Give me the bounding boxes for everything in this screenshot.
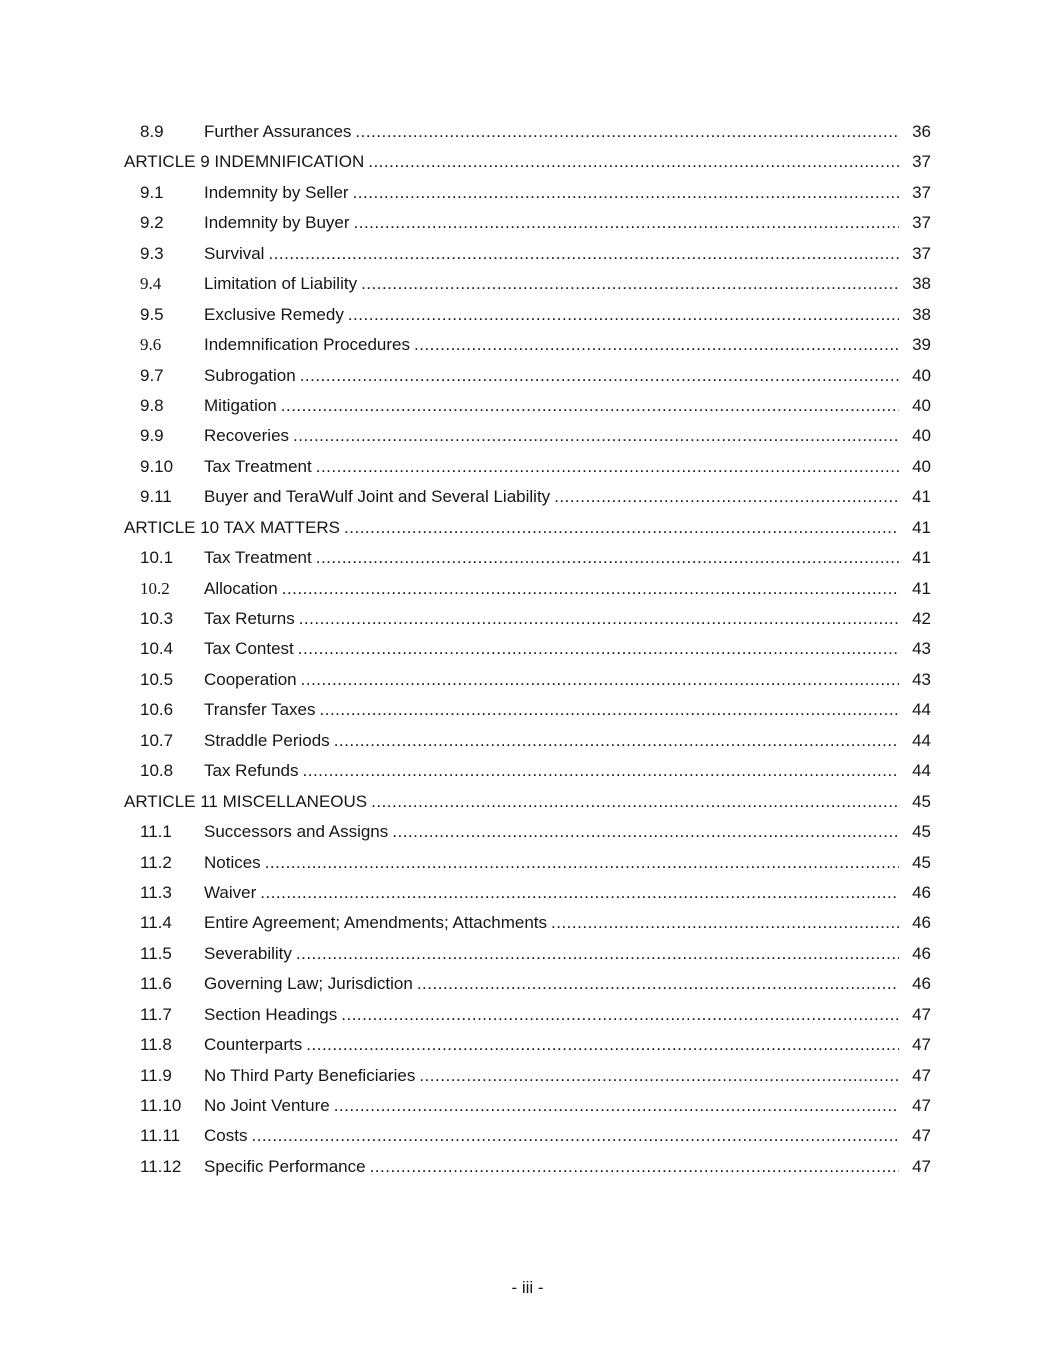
toc-entry-title: Indemnity by Buyer [204,213,350,233]
dot-leader [417,969,899,999]
toc-row [124,239,931,269]
toc-section-number: 9.10 [140,456,174,476]
toc-entry-title: Tax Contest [204,639,294,659]
toc-section-number: 9.4 [140,274,162,294]
toc-row [124,482,931,512]
toc-entry-title: Severability [204,943,292,963]
toc-row [124,543,931,573]
toc-row [124,1152,931,1182]
toc-page-number: 41 [912,487,931,507]
toc-row [124,1121,931,1151]
toc-row [124,117,931,147]
toc-entry-title: Successors and Assigns [204,822,389,842]
toc-row [124,848,931,878]
toc-entry-title: Entire Agreement; Amendments; Attachments [204,913,548,933]
page-footer [0,1278,1055,1298]
toc-row [124,178,931,208]
toc-section-number: 11.11 [140,1126,181,1146]
toc-page-number: 46 [912,974,931,994]
toc-section-number: 11.10 [140,1096,182,1115]
toc-section-number: 11.6 [140,974,172,994]
toc-page-number: 37 [912,182,931,202]
toc-row [124,604,931,634]
toc-entry-title: Specific Performance [204,1156,366,1176]
toc-row [124,452,931,482]
toc-page-number: 43 [912,639,931,659]
toc-row [124,969,931,999]
toc-row [124,878,931,908]
toc-section-number: 10.5 [140,669,174,689]
toc-page-number: 47 [912,1004,931,1024]
toc-row [124,300,931,330]
toc-page-number: 36 [912,122,931,141]
toc-page-number: 46 [912,913,931,933]
toc-section-number: 11.5 [140,943,172,963]
toc-section-number: 11.8 [140,1035,172,1055]
toc-entry-title: Governing Law; Jurisdiction [204,974,413,994]
toc-row [124,330,931,360]
dot-leader [554,482,899,512]
table-of-contents [124,117,931,1182]
dot-leader [354,208,899,238]
toc-row [124,361,931,391]
toc-entry-title: Section Headings [204,1004,338,1024]
toc-page-number: 37 [912,213,931,233]
toc-section-number: 10.2 [140,578,170,598]
toc-row [124,1030,931,1060]
toc-section-number: 9.3 [140,243,164,263]
toc-section-number: 10.8 [140,761,174,781]
toc-page-number: 40 [912,395,931,415]
toc-section-number: 10.3 [140,609,174,628]
toc-section-number: 9.5 [140,304,164,324]
toc-row [124,726,931,756]
dot-leader [316,543,899,573]
toc-row [124,513,931,543]
dot-leader [344,513,899,543]
toc-section-number: 11.2 [140,852,172,872]
toc-page-number: 40 [912,456,931,476]
toc-entry-title: Mitigation [204,395,277,415]
toc-entry-title: Limitation of Liability [204,274,358,294]
dot-leader [334,726,899,756]
toc-page-number: 41 [912,578,931,598]
toc-page-number: 47 [912,1156,931,1176]
toc-section-number: 9.7 [140,365,164,385]
toc-row [124,665,931,695]
toc-entry-title: Counterparts [204,1035,303,1055]
toc-entry-title: Recoveries [204,426,290,446]
page-number-label: - iii - [511,1278,544,1297]
toc-row [124,269,931,299]
toc-entry-title: No Third Party Beneficiaries [204,1065,416,1085]
toc-page-number: 41 [912,517,931,537]
toc-page-number: 41 [912,548,931,568]
toc-page-number: 44 [912,761,931,781]
dot-leader [296,939,899,969]
dot-leader [341,1000,899,1030]
toc-section-number: 8.9 [140,122,164,141]
toc-entry-title: Transfer Taxes [204,700,316,720]
toc-section-number: 10.1 [140,548,174,568]
toc-page-number: 45 [912,791,931,811]
dot-leader [316,452,899,482]
dot-leader [268,239,899,269]
toc-row [124,1091,931,1121]
dot-leader [300,361,899,391]
toc-page-number: 42 [912,609,931,628]
toc-section-number: 11.7 [140,1004,172,1024]
toc-page-number: 40 [912,365,931,385]
toc-entry-title: ARTICLE 10 TAX MATTERS [124,517,341,537]
toc-entry-title: Subrogation [204,365,296,385]
toc-page-number: 40 [912,426,931,446]
dot-leader [551,908,899,938]
toc-entry-title: Survival [204,243,265,263]
toc-row [124,908,931,938]
toc-page-number: 37 [912,152,931,172]
dot-leader [303,756,900,786]
toc-row [124,208,931,238]
dot-leader [293,421,899,451]
dot-leader [355,117,899,147]
toc-section-number: 9.11 [140,487,172,507]
toc-entry-title: Notices [204,852,261,872]
dot-leader [353,178,899,208]
toc-page-number: 45 [912,852,931,872]
toc-section-number: 11.1 [140,822,172,842]
toc-page-number: 43 [912,669,931,689]
dot-leader [260,878,899,908]
toc-row [124,756,931,786]
toc-entry-title: Allocation [204,578,278,598]
dot-leader [392,817,899,847]
toc-row [124,634,931,664]
toc-entry-title: Straddle Periods [204,730,330,750]
toc-page-number: 47 [912,1035,931,1055]
toc-page-number: 45 [912,822,931,842]
dot-leader [370,1152,899,1182]
toc-page-number: 38 [912,274,931,294]
toc-page-number: 39 [912,335,931,355]
toc-section-number: 9.2 [140,213,164,233]
toc-section-number: 10.7 [140,730,174,750]
toc-entry-title: Cooperation [204,669,297,689]
dot-leader [306,1030,899,1060]
toc-page-number: 47 [912,1126,931,1146]
toc-entry-title: Indemnity by Seller [204,182,349,202]
dot-leader [299,604,899,634]
dot-leader [301,665,899,695]
toc-section-number: 11.3 [140,882,172,902]
dot-leader [348,300,899,330]
toc-section-number: 11.9 [140,1065,172,1085]
toc-section-number: 10.6 [140,700,174,720]
dot-leader [265,848,899,878]
toc-entry-title: No Joint Venture [204,1096,330,1115]
toc-row [124,939,931,969]
dot-leader [320,695,900,725]
toc-entry-title: Exclusive Remedy [204,304,344,324]
toc-entry-title: Costs [204,1126,248,1146]
toc-page-number: 47 [912,1065,931,1085]
toc-section-number: 11.12 [140,1156,182,1176]
toc-entry-title: Indemnification Procedures [204,335,411,355]
toc-page-number: 47 [912,1096,931,1115]
toc-entry-title: Tax Treatment [204,456,312,476]
toc-row [124,1061,931,1091]
toc-page-number: 44 [912,730,931,750]
toc-row [124,817,931,847]
dot-leader [419,1061,899,1091]
dot-leader [334,1091,899,1121]
toc-row [124,574,931,604]
toc-entry-title: ARTICLE 11 MISCELLANEOUS [124,791,368,811]
dot-leader [298,634,899,664]
toc-page-number: 46 [912,882,931,902]
toc-entry-title: Tax Returns [204,609,295,628]
toc-entry-title: Tax Refunds [204,761,299,781]
toc-entry-title: ARTICLE 9 INDEMNIFICATION [124,152,365,172]
dot-leader [368,147,899,177]
toc-section-number: 11.4 [140,913,172,933]
toc-row [124,1000,931,1030]
toc-section-number: 9.1 [140,182,164,202]
toc-page-number: 37 [912,243,931,263]
dot-leader [251,1121,899,1151]
dot-leader [282,574,899,604]
toc-section-number: 9.8 [140,395,164,415]
toc-row [124,391,931,421]
toc-entry-title: Further Assurances [204,122,352,141]
toc-entry-title: Waiver [204,882,257,902]
toc-section-number: 9.6 [140,335,162,355]
dot-leader [361,269,899,299]
toc-row [124,421,931,451]
toc-entry-title: Tax Treatment [204,548,312,568]
toc-page-number: 38 [912,304,931,324]
toc-page-number: 44 [912,700,931,720]
toc-row [124,147,931,177]
toc-row [124,787,931,817]
toc-section-number: 9.9 [140,426,164,446]
dot-leader [281,391,899,421]
dot-leader [371,787,899,817]
dot-leader [414,330,899,360]
toc-section-number: 10.4 [140,639,174,659]
toc-row [124,695,931,725]
toc-entry-title: Buyer and TeraWulf Joint and Several Liability [204,487,551,507]
toc-page-number: 46 [912,943,931,963]
